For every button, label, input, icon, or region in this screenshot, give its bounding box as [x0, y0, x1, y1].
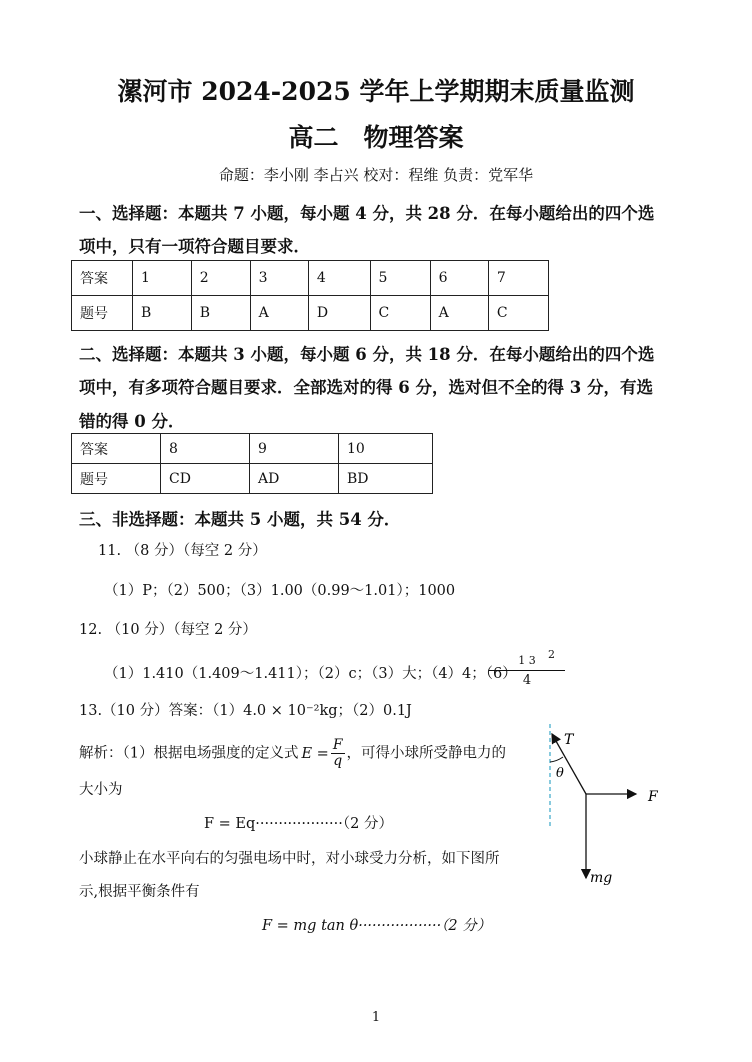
- section2-answer-table: [71, 433, 433, 494]
- q12-heading: 12. （10 分）（每空 2 分）: [79, 622, 257, 638]
- table-cell: BD: [339, 464, 433, 494]
- formula-fraction: [331, 738, 345, 769]
- q11-heading: 11. （8 分）（每空 2 分）: [98, 543, 267, 559]
- table-row: [72, 296, 549, 331]
- table-cell: 答案: [72, 434, 161, 464]
- section2-heading-line3: 错的得 0 分．: [79, 412, 185, 431]
- table-cell: B: [191, 296, 250, 331]
- table-row: [72, 464, 433, 494]
- q12-fraction-sup: 2: [548, 648, 555, 661]
- angle-arc: [550, 757, 563, 762]
- label-F: F: [648, 789, 658, 805]
- q13-equation1: F = Eq···················（2 分）: [204, 816, 393, 832]
- section3-heading: 三、非选择题：本题共 5 小题，共 54 分．: [79, 510, 401, 529]
- formula-num: F: [332, 737, 343, 753]
- q12-frac-num-text: 1 3: [518, 654, 536, 667]
- table-cell: 题号: [72, 296, 133, 331]
- q13-explanation-line1: [79, 738, 506, 769]
- label-theta: θ: [556, 766, 564, 781]
- formula-lhs: E =: [301, 745, 329, 762]
- table-cell: A: [250, 296, 308, 331]
- table-cell: 7: [488, 261, 548, 296]
- q12-fraction-denominator: 4: [522, 673, 532, 688]
- table-cell: 2: [191, 261, 250, 296]
- q13-heading: 13.（10 分）答案：（1）4.0 × 10⁻²kg；（2）0.1J: [79, 703, 412, 719]
- table-cell: C: [370, 296, 430, 331]
- force-diagram: [538, 722, 668, 892]
- table-cell: 4: [308, 261, 370, 296]
- q13-equation2: F = mg tan θ··················（2 分）: [262, 918, 492, 934]
- table-cell: 6: [430, 261, 488, 296]
- q11-answer: （1）P；（2）500；（3）1.00（0.99～1.01）；1000: [104, 583, 456, 599]
- q13-text-cont: ，可得小球所受静电力的: [346, 745, 507, 762]
- table-cell: 3: [250, 261, 308, 296]
- table-cell: 9: [250, 434, 339, 464]
- table-cell: 10: [339, 434, 433, 464]
- table-cell: CD: [161, 464, 250, 494]
- table-cell: 题号: [72, 464, 161, 494]
- table-cell: C: [488, 296, 548, 331]
- table-cell: 5: [370, 261, 430, 296]
- table-cell: 1: [133, 261, 192, 296]
- document-subtitle: 高二 物理答案: [288, 123, 464, 152]
- page-number: 1: [371, 1010, 381, 1025]
- table-cell: D: [308, 296, 370, 331]
- table-cell: B: [133, 296, 192, 331]
- formula-den: q: [333, 753, 343, 769]
- table-cell: A: [430, 296, 488, 331]
- table-row: [72, 261, 549, 296]
- q12-answer: [104, 662, 517, 683]
- q12-fraction-bar: [489, 670, 565, 671]
- table-row: [72, 434, 433, 464]
- section1-heading-line1: 一、选择题：本题共 7 小题，每小题 4 分，共 28 分．在每小题给出的四个选: [79, 204, 655, 223]
- label-mg: mg: [590, 870, 613, 886]
- q12-answer-text: （1）1.410（1.409～1.411）；（2）c；（3）大；（4）4；（6）: [104, 666, 517, 682]
- section1-heading-line2: 项中，只有一项符合题目要求．: [79, 237, 310, 256]
- q13-text: 解析：（1）根据电场强度的定义式: [79, 745, 299, 762]
- section2-heading-line2: 项中，有多项符合题目要求．全部选对的得 6 分，选对但不全的得 3 分，有选: [79, 378, 653, 397]
- document-title: 漯河市 2024-2025 学年上学期期末质量监测: [117, 77, 635, 106]
- section1-answer-table: [71, 260, 549, 331]
- author-info: 命题：李小刚 李占兴 校对：程维 负责：党军华: [218, 166, 534, 184]
- q13-explanation-line2: 大小为: [79, 782, 123, 798]
- label-T: T: [564, 732, 574, 748]
- section2-heading-line1: 二、选择题：本题共 3 小题，每小题 6 分，共 18 分．在每小题给出的四个选: [79, 345, 655, 364]
- table-cell: 答案: [72, 261, 133, 296]
- q13-explanation-line3: 小球静止在水平向右的匀强电场中时，对小球受力分析，如下图所: [79, 851, 500, 867]
- q13-explanation-line4: 示,根据平衡条件有: [79, 884, 200, 900]
- table-cell: 8: [161, 434, 250, 464]
- table-cell: AD: [250, 464, 339, 494]
